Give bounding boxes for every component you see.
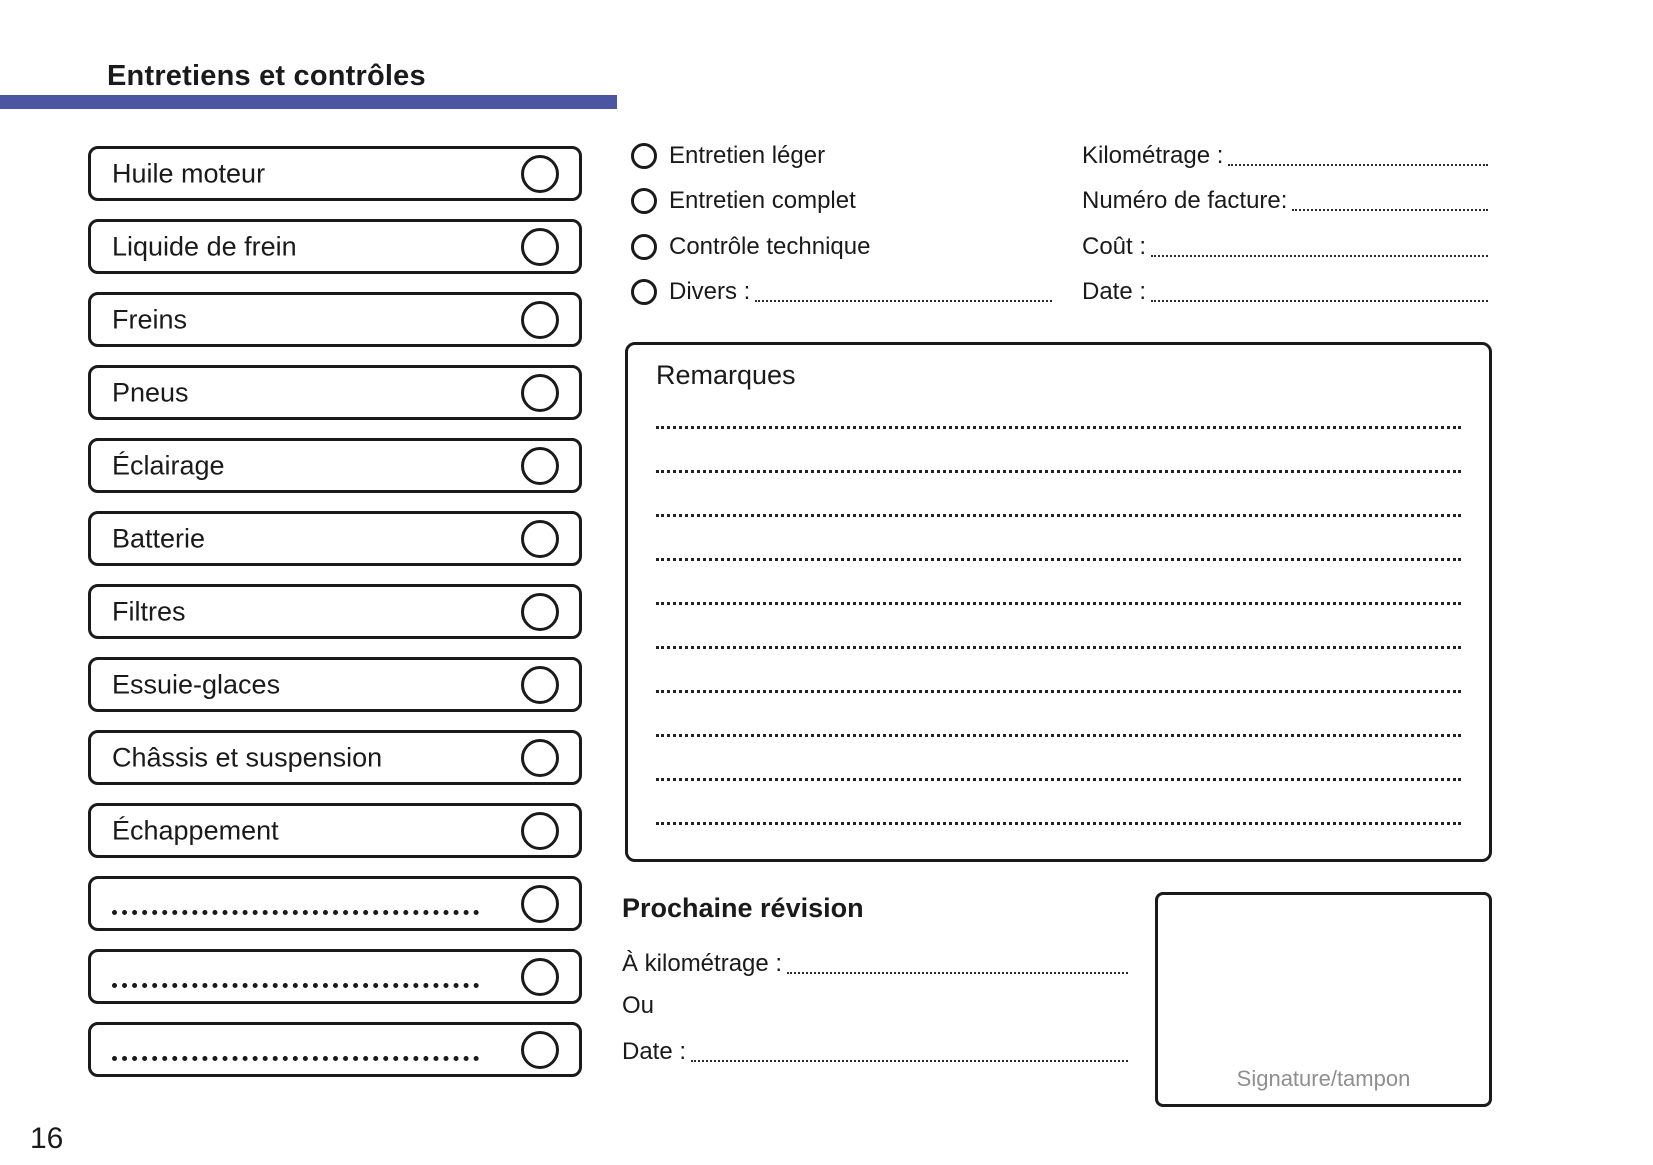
- radio-circle[interactable]: [631, 279, 657, 305]
- checklist-item-box: [88, 219, 582, 274]
- next-service-km-label: À kilométrage :: [622, 950, 783, 977]
- checkbox-circle[interactable]: [521, 593, 559, 631]
- checklist-item-label: Huile moteur: [112, 158, 266, 188]
- service-type-option: [631, 185, 856, 217]
- checklist-item-label: Freins: [112, 304, 188, 334]
- remarks-line[interactable]: [656, 602, 1461, 605]
- dotted-input-line[interactable]: [1292, 209, 1488, 211]
- invoice-field: [1082, 231, 1488, 263]
- remarks-line[interactable]: [656, 822, 1461, 825]
- remarks-line[interactable]: [656, 734, 1461, 737]
- checklist-item-label: Échappement: [112, 815, 279, 845]
- dotted-input-line[interactable]: [787, 972, 1128, 974]
- remarks-line[interactable]: [656, 778, 1461, 781]
- checkbox-circle[interactable]: [521, 666, 559, 704]
- radio-circle[interactable]: [631, 188, 657, 214]
- radio-circle[interactable]: [631, 143, 657, 169]
- remarks-line[interactable]: [656, 558, 1461, 561]
- checklist-item-box: [88, 876, 582, 931]
- remarks-title: Remarques: [656, 360, 796, 390]
- dotted-input-line[interactable]: [691, 1060, 1128, 1062]
- checklist-item-box: [88, 146, 582, 201]
- remarks-line[interactable]: [656, 514, 1461, 517]
- dotted-input-line[interactable]: [1228, 164, 1488, 166]
- remarks-line[interactable]: [656, 426, 1461, 429]
- checklist-item-box: [88, 365, 582, 420]
- invoice-field-label: Numéro de facture:: [1082, 187, 1288, 214]
- checklist-item-box: [88, 511, 582, 566]
- service-type-option: [631, 140, 825, 172]
- invoice-field-label: Kilométrage :: [1082, 142, 1224, 169]
- checklist-item-label: Filtres: [112, 596, 186, 626]
- checklist-item-box: [88, 657, 582, 712]
- checkbox-circle[interactable]: [521, 301, 559, 339]
- invoice-field: [1082, 276, 1488, 308]
- dotted-input-line[interactable]: [755, 300, 1052, 302]
- checklist-item-label: Pneus: [112, 377, 189, 407]
- checklist-item-label: Châssis et suspension: [112, 742, 383, 772]
- dotted-fill-line[interactable]: [112, 983, 479, 988]
- checkbox-circle[interactable]: [521, 374, 559, 412]
- dotted-fill-line[interactable]: [112, 910, 479, 915]
- service-type-option: [631, 276, 1052, 308]
- checkbox-circle[interactable]: [521, 228, 559, 266]
- invoice-field: [1082, 140, 1488, 172]
- next-service-km-field: [622, 948, 1128, 980]
- checklist-item-label: Essuie-glaces: [112, 669, 281, 699]
- checklist-item-box: [88, 1022, 582, 1077]
- signature-caption: Signature/tampon: [1236, 1066, 1411, 1091]
- checklist-item-label: Éclairage: [112, 450, 225, 480]
- dotted-input-line[interactable]: [1151, 300, 1488, 302]
- signature-box[interactable]: [1155, 892, 1492, 1107]
- service-type-label: Entretien léger: [669, 142, 826, 169]
- checklist-item-label: Batterie: [112, 523, 206, 553]
- checkbox-circle[interactable]: [521, 447, 559, 485]
- checklist-item-box: [88, 730, 582, 785]
- next-service-or-label: Ou: [622, 992, 655, 1019]
- title-underline-bar: [0, 95, 617, 109]
- remarks-line[interactable]: [656, 470, 1461, 473]
- checkbox-circle[interactable]: [521, 1031, 559, 1069]
- next-service-title: Prochaine révision: [622, 893, 864, 923]
- checkbox-circle[interactable]: [521, 155, 559, 193]
- invoice-field: [1082, 185, 1488, 217]
- dotted-fill-line[interactable]: [112, 1056, 479, 1061]
- invoice-field-label: Coût :: [1082, 233, 1147, 260]
- checklist-item-box: [88, 584, 582, 639]
- service-type-label: Divers :: [669, 278, 751, 305]
- page-title: Entretiens et contrôles: [107, 60, 426, 92]
- service-type-label: Contrôle technique: [669, 233, 871, 260]
- service-type-option: [631, 231, 870, 263]
- remarks-box: [625, 342, 1492, 862]
- page-number: 16: [30, 1122, 64, 1155]
- checkbox-circle[interactable]: [521, 520, 559, 558]
- remarks-line[interactable]: [656, 646, 1461, 649]
- checklist-item-box: [88, 949, 582, 1004]
- remarks-line[interactable]: [656, 690, 1461, 693]
- invoice-field-label: Date :: [1082, 278, 1147, 305]
- checkbox-circle[interactable]: [521, 885, 559, 923]
- checkbox-circle[interactable]: [521, 739, 559, 777]
- checklist-item-box: [88, 292, 582, 347]
- next-service-date-label: Date :: [622, 1038, 687, 1065]
- checkbox-circle[interactable]: [521, 812, 559, 850]
- dotted-input-line[interactable]: [1151, 255, 1488, 257]
- next-service-date-field: [622, 1036, 1128, 1068]
- checklist-item-box: [88, 438, 582, 493]
- checklist-item-box: [88, 803, 582, 858]
- checklist-item-label: Liquide de frein: [112, 231, 297, 261]
- radio-circle[interactable]: [631, 234, 657, 260]
- checkbox-circle[interactable]: [521, 958, 559, 996]
- service-type-label: Entretien complet: [669, 187, 856, 214]
